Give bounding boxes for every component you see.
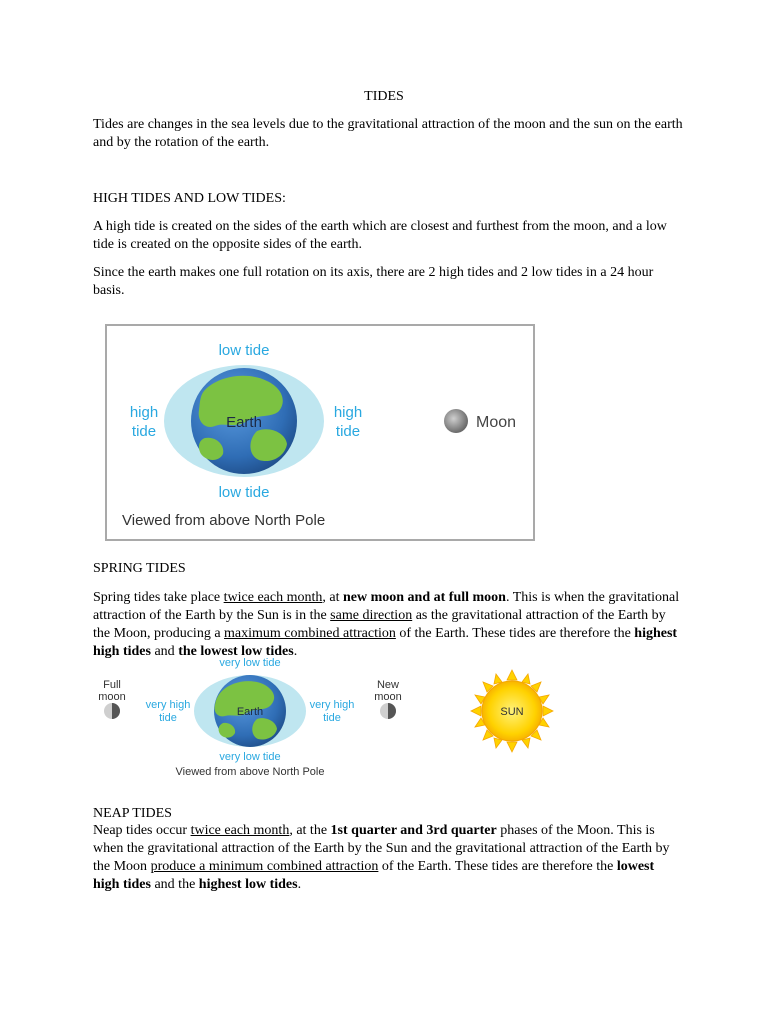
- high-low-paragraph-2: Since the earth makes one full rotation on its axis, there are 2 high tides and 2 low tides in a 24 hour basis.: [93, 265, 654, 298]
- spring-underline-2: same direction: [330, 608, 413, 623]
- high-low-heading: HIGH TIDES AND LOW TIDES:: [93, 191, 286, 206]
- fig1-caption: Viewed from above North Pole: [122, 512, 326, 529]
- page-title: TIDES: [364, 89, 404, 104]
- fig2-earth-label: Earth: [236, 706, 264, 718]
- fig1-moon-label: Moon: [476, 414, 517, 431]
- fig2-full-moon-label-2: moon: [98, 691, 126, 703]
- spring-underline-3: maximum combined attraction: [224, 626, 396, 641]
- fig2-new-moon-label-1: New: [376, 679, 400, 691]
- spring-tides-paragraph: Spring tides take place twice each month, at new moon and at full moon. This is when the gravitational attraction of the Earth by the Sun is in the same direction as the gravitational attraction of the Earth by the Moon, producing a maximum combined attraction of the Earth. These tides are therefore the highest high tides and the lowest low tides.: [93, 590, 680, 659]
- fig2-very-high-tide-left-2: tide: [159, 712, 177, 724]
- fig1-high-tide-right-1: high: [333, 404, 363, 421]
- neap-underline-2: produce a minimum combined attraction: [150, 859, 379, 874]
- fig1-high-tide-right-2: tide: [335, 423, 361, 440]
- spring-tides-heading: SPRING TIDES: [93, 561, 186, 576]
- neap-tides-paragraph: Neap tides occur twice each month, at the 1st quarter and 3rd quarter phases of the Moon. This is when the gravitational attraction of the Earth by the Sun and the gravitational attraction of the Earth by the Moon produce a minimum combined attraction of the Earth. These tides are therefore the lowest high tides and the highest low tides.: [93, 823, 670, 892]
- fig2-new-moon-label-2: moon: [374, 691, 402, 703]
- fig1-moon-icon: [444, 409, 468, 433]
- fig2-very-high-tide-right-1: very high: [309, 699, 355, 711]
- fig2-caption: Viewed from above North Pole: [175, 766, 325, 778]
- intro-paragraph: Tides are changes in the sea levels due to the gravitational attraction of the moon and the sun on the earth and by the rotation of the earth.: [93, 117, 683, 150]
- neap-bold-3: highest low tides: [198, 877, 298, 892]
- fig2-very-low-tide-top: very low tide: [219, 657, 281, 669]
- fig1-high-tide-left-1: high: [129, 404, 159, 421]
- high-low-paragraph-1: A high tide is created on the sides of the earth which are closest and furthest from the moon, and a low tide is created on the opposite sides of the earth.: [93, 219, 667, 252]
- full-moon-icon: [104, 703, 120, 719]
- fig1-low-tide-top: low tide: [218, 342, 270, 359]
- spring-bold-3: the lowest low tides: [178, 644, 294, 659]
- fig2-very-high-tide-left-1: very high: [145, 699, 191, 711]
- neap-tides-heading: NEAP TIDES: [93, 806, 172, 821]
- neap-bold-2: lowest high tides: [93, 859, 655, 892]
- spring-underline-1: twice each month: [223, 590, 323, 605]
- fig2-full-moon-label-1: Full: [103, 679, 121, 691]
- spring-tides-figure: [92, 655, 572, 785]
- fig2-very-low-tide-bottom: very low tide: [219, 751, 281, 763]
- fig1-low-tide-bottom: low tide: [218, 484, 270, 501]
- fig2-very-high-tide-right-2: tide: [323, 712, 341, 724]
- spring-bold-2: highest high tides: [93, 626, 678, 659]
- neap-underline-1: twice each month: [190, 823, 290, 838]
- new-moon-icon: [380, 703, 396, 719]
- neap-bold-1: 1st quarter and 3rd quarter: [330, 823, 497, 838]
- fig1-high-tide-left-2: tide: [131, 423, 157, 440]
- fig1-earth-label: Earth: [226, 414, 262, 431]
- fig2-sun-label: SUN: [500, 706, 524, 718]
- spring-bold-1: new moon and at full moon: [343, 590, 506, 605]
- high-low-tides-figure: [105, 324, 535, 541]
